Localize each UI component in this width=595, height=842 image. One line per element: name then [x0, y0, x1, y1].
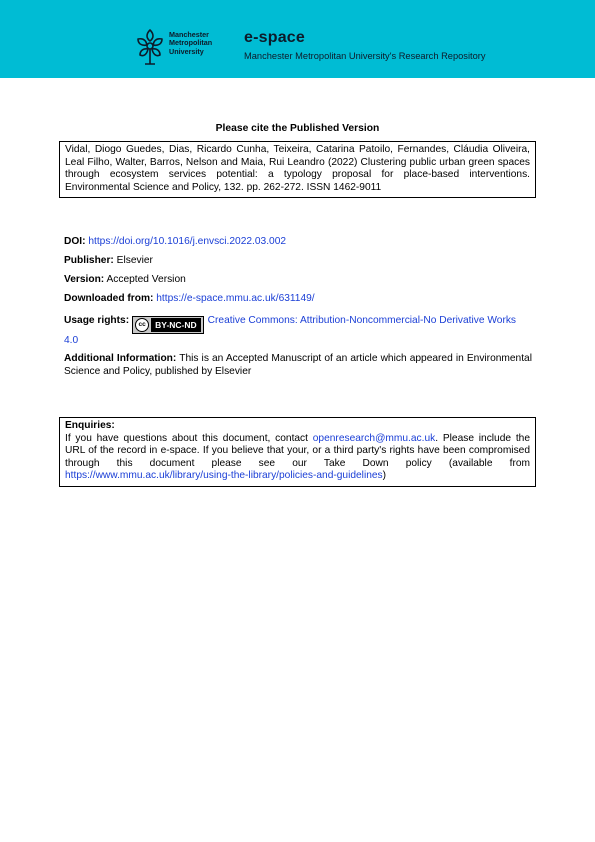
downloaded-label: Downloaded from: — [64, 293, 154, 304]
version-label: Version: — [64, 274, 105, 285]
citation-box: Vidal, Diogo Guedes, Dias, Ricardo Cunha, Teixeira, Catarina Patoilo, Fernandes, Cláudia Oliveira, Leal Filho, Walter, Barros, Nelson and Maia, Rui Leandro (2022) Clustering public urban green spaces through ecosystem services potential: a typology proposal for place-based interventions. Environmental Science and Policy, 132. pp. 262-272. ISSN 1462-9011 — [59, 141, 536, 198]
university-line-2: Metropolitan — [169, 38, 213, 48]
mmu-logo-icon — [134, 27, 166, 67]
version-value: Accepted Version — [106, 274, 186, 285]
enquiries-text-1: If you have questions about this document, contact — [65, 432, 313, 444]
doi-label: DOI: — [64, 236, 86, 247]
university-line-1: Manchester — [169, 30, 209, 39]
cite-heading: Please cite the Published Version — [215, 123, 380, 134]
enquiries-text-3: ) — [382, 470, 387, 482]
usage-rights-row — [64, 314, 532, 347]
enquiries-title: Enquiries: — [65, 420, 115, 431]
brand-subtitle: Manchester Metropolitan University's Research Repository — [244, 51, 486, 61]
enquiries-box — [59, 417, 536, 487]
downloaded-row — [64, 293, 315, 306]
cc-icon: cc — [135, 318, 149, 332]
publisher-label: Publisher: — [64, 255, 114, 266]
additional-info-label: Additional Information: — [64, 353, 177, 364]
doi-row — [64, 236, 286, 249]
university-name — [169, 31, 212, 56]
cc-license-badge[interactable] — [132, 316, 204, 334]
usage-rights-label: Usage rights: — [64, 315, 130, 326]
publisher-row — [64, 255, 153, 268]
policy-link[interactable]: https://www.mmu.ac.uk/library/using-the-library/policies-and-guidelines — [65, 470, 383, 482]
brand-title: e-space — [244, 29, 305, 46]
downloaded-link[interactable]: https://e-space.mmu.ac.uk/631149/ — [156, 293, 315, 304]
header-banner — [0, 0, 595, 78]
cc-badge-tag: BY-NC-ND — [151, 318, 201, 332]
license-link[interactable]: Creative Commons: Attribution-Noncommercial-No Derivative Works 4.0 — [64, 315, 517, 346]
doi-link[interactable]: https://doi.org/10.1016/j.envsci.2022.03.002 — [88, 236, 287, 247]
university-line-3: University — [169, 46, 204, 56]
additional-info-value: This is an Accepted Manuscript of an article which appeared in Environmental Science and Policy, published by Elsevier — [64, 353, 532, 377]
version-row — [64, 274, 186, 287]
publisher-value: Elsevier — [116, 255, 153, 266]
additional-info-row — [64, 353, 532, 378]
email-link[interactable]: openresearch@mmu.ac.uk — [312, 432, 436, 444]
enquiries-text-2: . Please include the URL of the record in e-space. If you believe that your, or a third party's rights have been compromised through this document please see our Take Down policy (available from — [65, 432, 530, 469]
